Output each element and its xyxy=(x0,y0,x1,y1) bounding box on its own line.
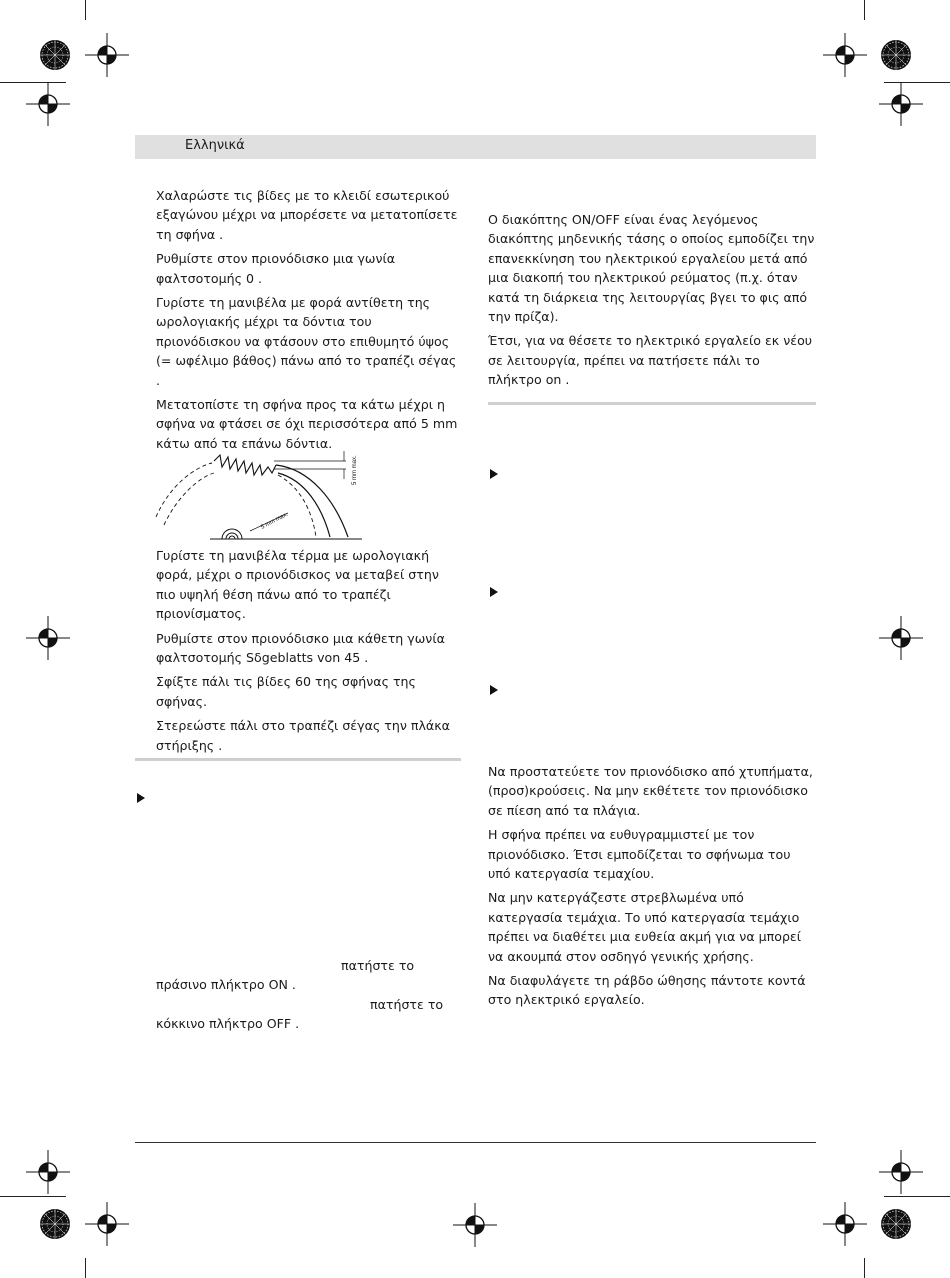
footer-rule xyxy=(135,1142,816,1143)
paragraph: Μετατοπίστε τη σφήνα προς τα κάτω μέχρι η σφήνα να φτάσει σε όχι περισσότερα από 5 mm κάτω από τα επάνω δόντια. xyxy=(156,397,458,451)
paragraph: Σφίξτε πάλι τις βίδες 60 της σφήνας της σφήνας. xyxy=(156,674,416,709)
saw-teeth xyxy=(214,455,276,475)
bullet-triangle-icon xyxy=(490,685,498,695)
paragraph: Να μην κατεργάζεστε στρεβλωμένα υπό κατεργασία τεμάχια. Το υπό κατεργασία τεμάχιο πρέπει να διαθέτει μια ευθεία ακμή για να μπορεί να ακουμπά στον οσδηγό γενικής χρήσης. xyxy=(488,890,802,964)
paragraph: Ρυθμίστε στον πριονόδισκο μια γωνία φαλτσοτομής 0 . xyxy=(156,251,396,286)
blade-edge-dashed xyxy=(278,475,316,537)
dimension-label-diagonal: 5 mm max. xyxy=(260,511,290,531)
blade-outline-dashed xyxy=(156,463,212,517)
paragraph: Η σφήνα πρέπει να ευθυγραμμιστεί με τον πριονόδισκο. Έτσι εμποδίζεται το σφήνωμα του υπό κατεργασία τεμαχίου. xyxy=(488,827,791,882)
bullet-triangle-icon xyxy=(490,469,498,479)
dimension-label-vertical: 5 mm max. xyxy=(352,455,358,485)
paragraph: Να προστατεύετε τον πριονόδισκο από χτυπήματα, (προσ)κρούσεις. Να μην εκθέτετε τον πριονόδισκο σε πίεση από τα πλάγια. xyxy=(488,764,813,818)
language-header xyxy=(135,135,816,159)
paragraph: Στερεώστε πάλι στο τραπέζι σέγας την πλάκα στήριξης . xyxy=(156,718,450,753)
paragraph: Ρυθμίστε στον πριονόδισκο μια κάθετη γωνία φαλτσοτομής Sδgeblatts von 45 . xyxy=(156,630,445,666)
bullet-triangle-icon xyxy=(137,793,145,803)
paragraph: Γυρίστε τη μανιβέλα με φορά αντίθετη της ωρολογιακής μέχρι τα δόντια του πριονόδισκου να φτάσουν στο επιθυμητό ύψος (= ωφέλιμο βάθος) πάνω από το τραπέζι σέγας . xyxy=(156,295,457,388)
bullet-triangle-icon xyxy=(490,587,498,597)
paragraph: Έτσι, για να θέσετε το ηλεκτρικό εργαλείο εκ νέου σε λειτουργία, πρέπει να πατήσετε πάλι το πλήκτρο on . xyxy=(488,333,813,388)
switch-on-text: πατήστε το xyxy=(341,958,415,973)
pivot-arc-icon xyxy=(222,529,242,539)
left-instructions-bottom xyxy=(156,546,460,760)
left-instructions-top xyxy=(156,186,460,458)
right-info-bottom xyxy=(488,762,816,1015)
riving-knife xyxy=(278,473,330,537)
switch-off-text: πατήστε το xyxy=(370,997,444,1012)
blade-outline-dashed xyxy=(164,473,214,525)
section-divider xyxy=(488,402,816,405)
paragraph: Χαλαρώστε τις βίδες με το κλειδί εσωτερικού εξαγώνου μέχρι να μπορέσετε να μετατοπίσετε τη σφήνα . xyxy=(156,188,458,242)
paragraph: Να διαφυλάγετε τη ράβδο ώθησης πάντοτε κοντά στο ηλεκτρικό εργαλείο. xyxy=(488,973,806,1008)
paragraph: Ο διακόπτης ON/OFF είναι ένας λεγόμενος διακόπτης μηδενικής τάσης ο οποίος εμποδίζει την επανεκκίνηση του ηλεκτρικού εργαλείου μετά από μια διακοπή του ηλεκτρικού ρεύματος (π.χ. όταν κατά τη διάρκεια της λειτουργίας βγει το φις από την πρίζα). xyxy=(488,212,815,325)
right-info-top xyxy=(488,210,816,395)
switch-on-text: πράσινο πλήκτρο ON . xyxy=(156,977,296,992)
riving-knife-figure xyxy=(150,445,370,545)
paragraph: Γυρίστε τη μανιβέλα τέρμα με ωρολογιακή φορά, μέχρι ο πριονόδισκος να μεταβεί στην πιο υψηλή θέση πάνω από το τραπέζι πριονίσματος. xyxy=(156,548,439,622)
section-divider xyxy=(135,758,461,761)
switch-off-text: κόκκινο πλήκτρο OFF . xyxy=(156,1016,300,1031)
language-label: Ελληνικά xyxy=(185,138,245,153)
